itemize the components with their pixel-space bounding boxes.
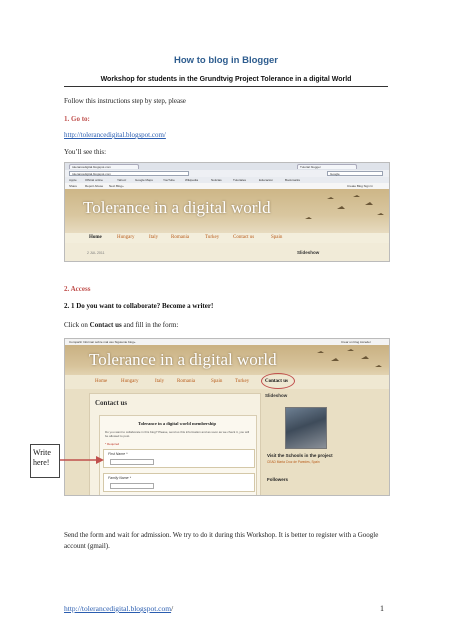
menu-item-spain[interactable]: Spain — [211, 379, 223, 384]
first-name-field — [103, 449, 255, 468]
post-date: 2 JUL 2011 — [87, 251, 105, 255]
schools-link[interactable]: CEAD Marta Cruz de Paredes, Spain — [267, 460, 320, 464]
slideshow-heading: Slideshow — [297, 250, 320, 255]
bookmark-item[interactable]: Wikipedia — [185, 178, 199, 182]
bookmark-item[interactable]: Google Maps — [135, 178, 153, 182]
form-description: Do you want to collaborate in this blog? Please, send us this information and as soon as we check it, you will be allowed to post. — [105, 430, 250, 438]
required-note: * Required — [105, 442, 120, 446]
menu-item-italy[interactable]: Italy — [149, 235, 159, 240]
slideshow-photo[interactable] — [285, 407, 327, 449]
menu-item-turkey[interactable]: Turkey — [235, 379, 250, 384]
followers-heading: Followers — [267, 477, 289, 482]
callout-arrow — [60, 456, 104, 464]
browser-tab[interactable]: tolerancedigital.blogspot.com — [69, 164, 139, 169]
footer-link-line: http://tolerancedigital.blogspot.com/ — [64, 604, 174, 613]
blog-title: Tolerance in a digital world — [89, 350, 277, 369]
bookmark-item[interactable]: Yahoo! — [117, 178, 127, 182]
menu-item-contact-us[interactable]: Contact us — [233, 235, 255, 240]
bookmark-item[interactable]: Official online — [85, 178, 103, 182]
menu-item-contact-us[interactable]: Contact us — [265, 379, 288, 384]
menu-item-romania[interactable]: Romania — [177, 379, 196, 384]
step2-heading: 2. Access — [64, 285, 91, 293]
menu-item-spain[interactable]: Spain — [271, 235, 283, 240]
blog-screenshot-1 — [64, 162, 390, 262]
navbar-link[interactable]: Report Abuse — [85, 184, 104, 188]
blog-menu-bar — [65, 375, 389, 389]
slideshow-heading: Slideshow — [265, 393, 288, 398]
first-name-label: First Name * — [108, 452, 128, 456]
menu-item-hungary[interactable]: Hungary — [117, 235, 135, 240]
browser-search-input[interactable]: Google — [327, 171, 383, 176]
menu-item-turkey[interactable]: Turkey — [205, 235, 220, 240]
intro-text: Follow this instructions step by step, please — [64, 97, 186, 105]
title-divider — [64, 86, 388, 87]
page-number: 1 — [380, 604, 384, 613]
footer-blog-link[interactable]: http://tolerancedigital.blogspot.com — [64, 604, 172, 613]
send-form-text: Send the form and wait for admission. We try to do it during this Workshop. It is better to register with a Google account (gmail). — [64, 531, 379, 550]
family-name-field — [103, 473, 255, 492]
browser-tab[interactable]: Tutorial blogger — [297, 164, 357, 169]
first-name-input[interactable] — [110, 459, 154, 465]
bookmark-item[interactable]: YouTube — [163, 178, 175, 182]
menu-item-italy[interactable]: Italy — [155, 379, 165, 384]
navbar-link[interactable]: Next Blog» — [109, 184, 124, 188]
menu-item-romania[interactable]: Romania — [171, 235, 190, 240]
navbar-link[interactable]: Share — [69, 184, 78, 188]
blog-link[interactable]: http://tolerancedigital.blogspot.com/ — [64, 131, 166, 139]
write-here-callout: Write here! — [30, 444, 60, 478]
click-instruction: Click on Contact us and fill in the form: — [64, 321, 179, 329]
navbar-right-links[interactable]: Crear un blog Acceder — [341, 340, 371, 344]
step1-link-line — [64, 131, 166, 139]
schools-heading: Visit the Schools in the project — [267, 453, 333, 458]
menu-item-hungary[interactable]: Hungary — [121, 379, 139, 384]
bookmark-item[interactable]: Noticias — [211, 178, 222, 182]
bookmark-item[interactable]: Bookmarks — [285, 178, 301, 182]
contact-heading: Contact us — [95, 399, 128, 407]
menu-item-home[interactable]: Home — [89, 235, 102, 240]
blog-menu-bar — [65, 233, 389, 243]
menu-item-home[interactable]: Home — [95, 379, 108, 384]
blog-screenshot-2 — [64, 338, 390, 496]
address-input[interactable]: tolerancedigital.blogspot.com — [69, 171, 189, 176]
form-title: Tolerance in a digital world membership — [138, 421, 216, 426]
bookmark-item[interactable]: Educacion — [259, 178, 274, 182]
blog-title: Tolerance in a digital world — [83, 198, 271, 217]
highlight-circle — [261, 373, 295, 389]
bookmark-item[interactable]: Tutoriales — [233, 178, 247, 182]
document-title: How to blog in Blogger — [174, 55, 278, 66]
step2-1-heading: 2. 1 Do you want to collaborate? Become a writer! — [64, 302, 214, 310]
navbar-links[interactable]: Compartir Informar sobre mal uso Siguiente blog» — [69, 340, 136, 344]
family-name-input[interactable] — [110, 483, 154, 489]
step1-heading: 1. Go to: — [64, 115, 90, 123]
bookmark-item[interactable]: Apple — [69, 178, 77, 182]
family-name-label: Family Name * — [108, 476, 131, 480]
navbar-right-links[interactable]: Create Blog Sign In — [347, 184, 374, 188]
document-subtitle: Workshop for students in the Grundtvig Project Tolerance in a digital World — [100, 76, 352, 83]
youll-see-text: You’ll see this: — [64, 148, 107, 156]
